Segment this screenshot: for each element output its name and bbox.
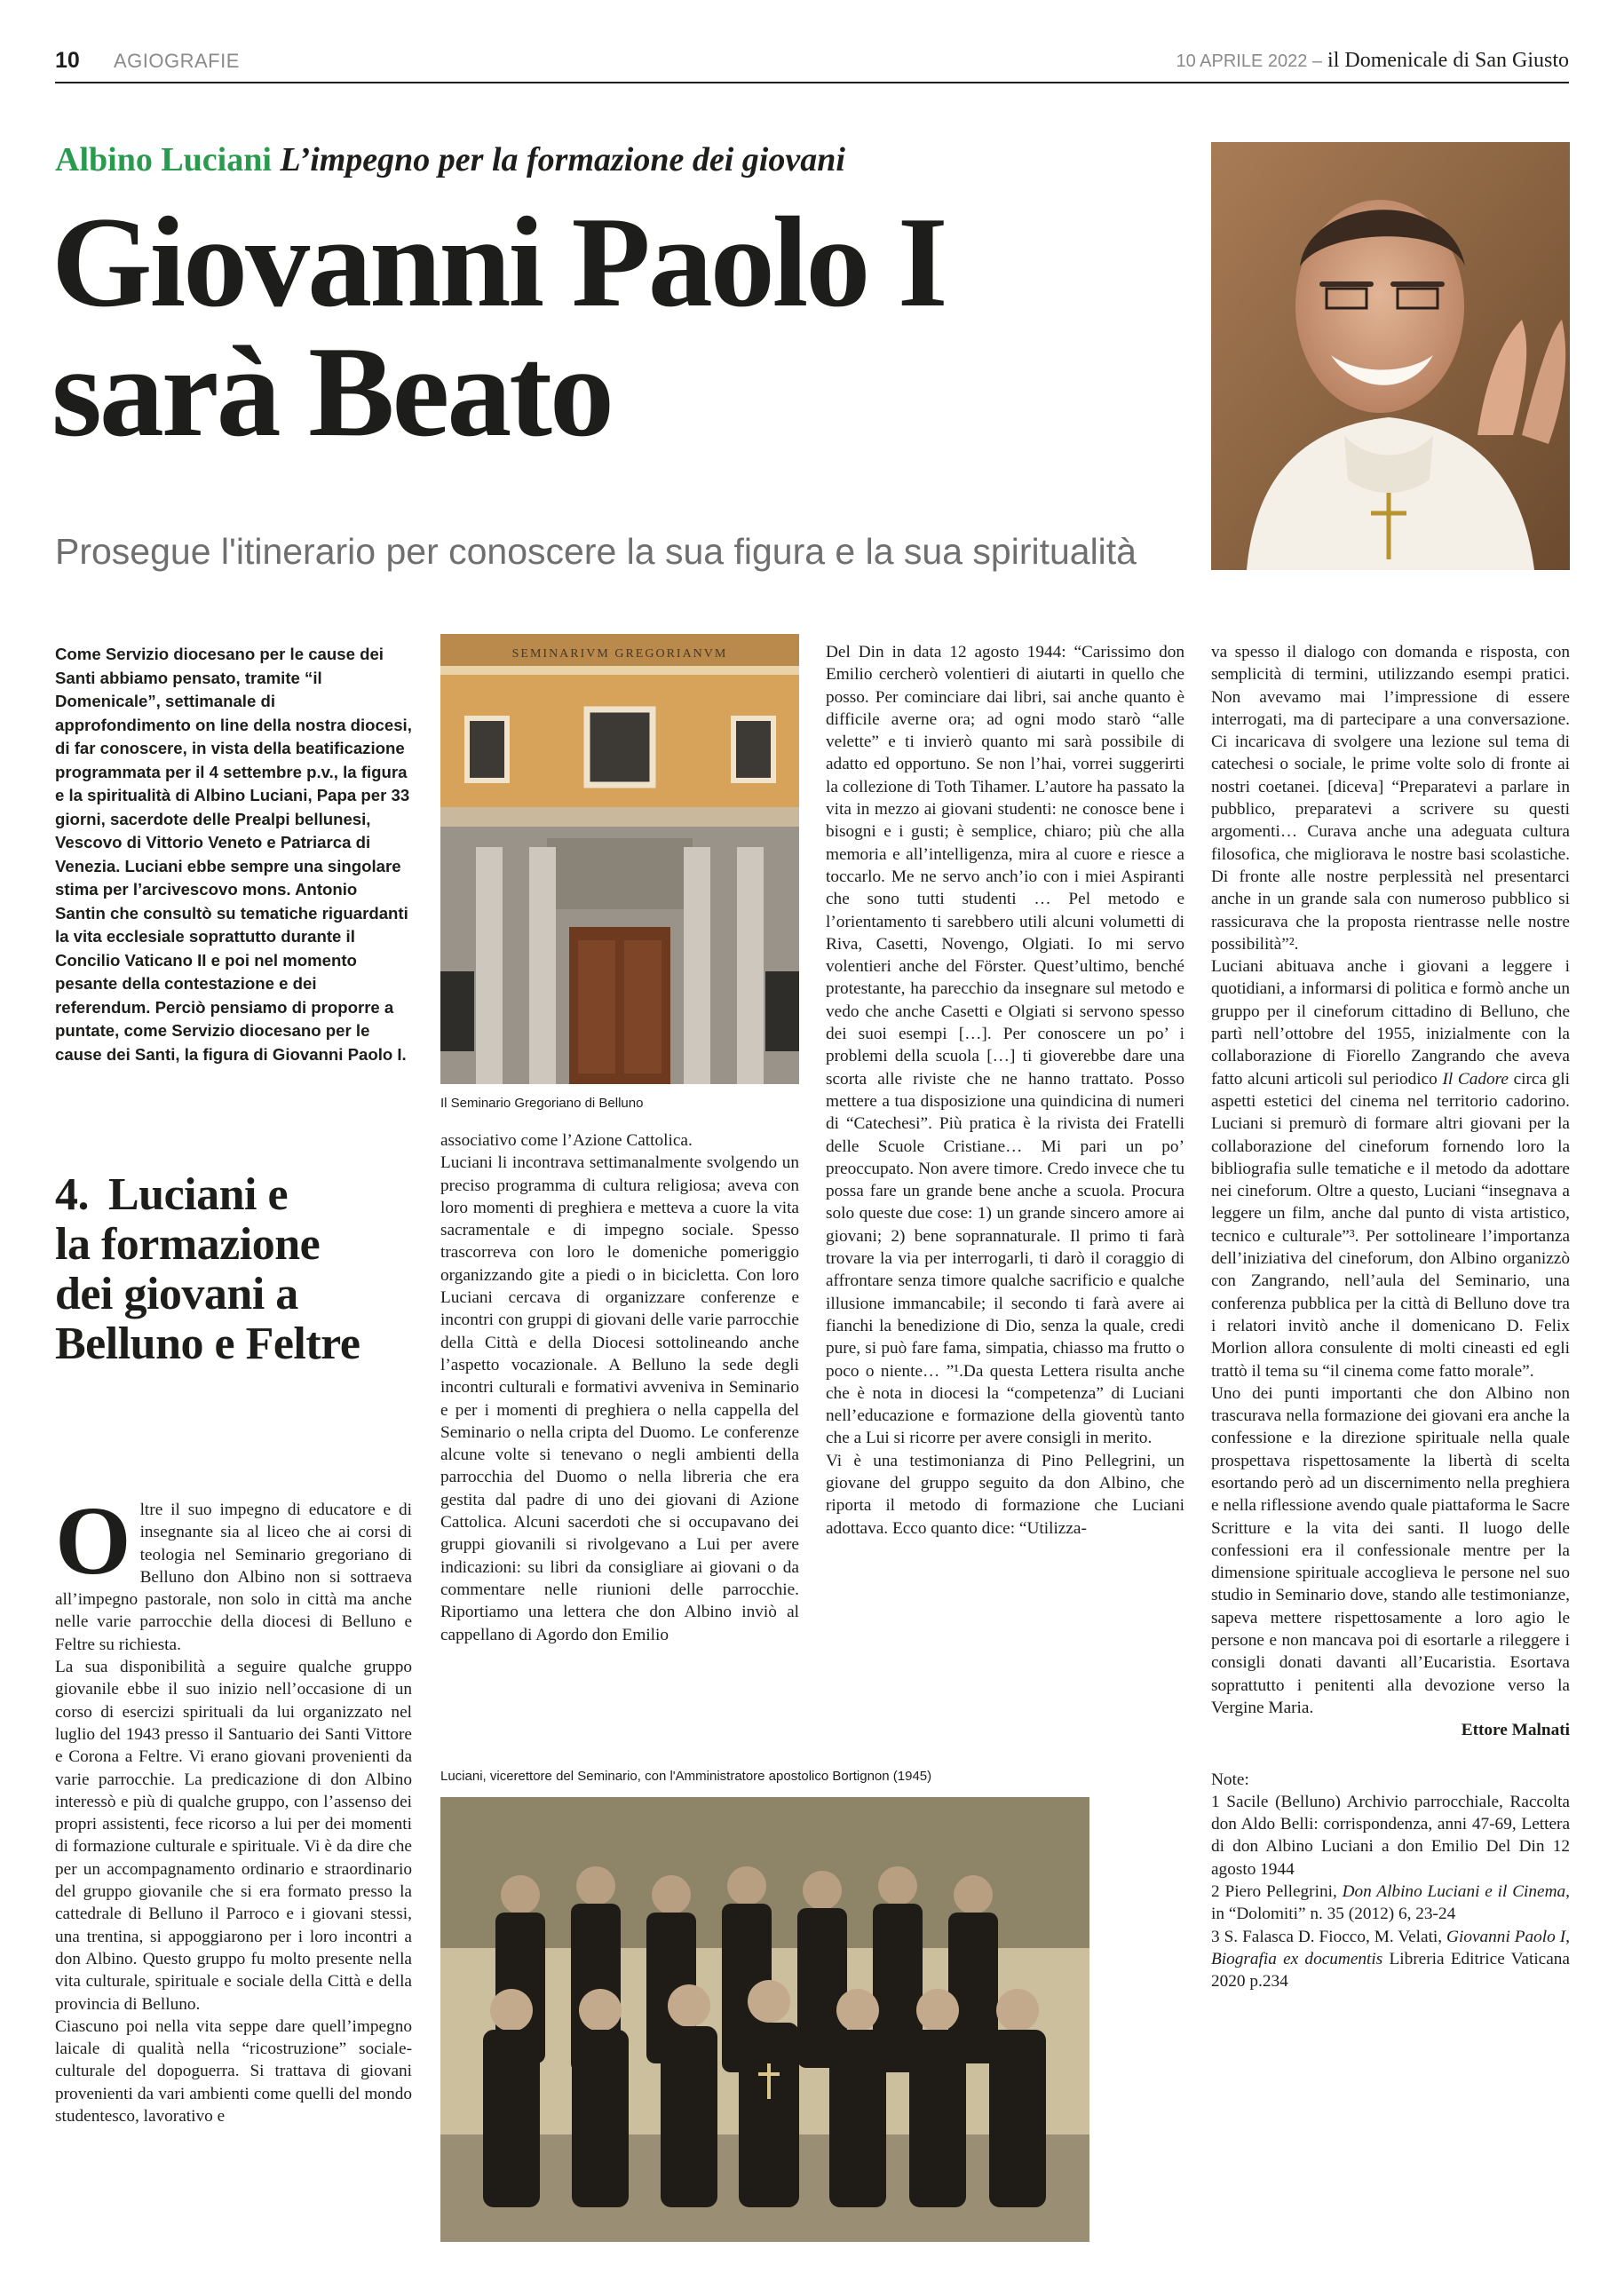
paragraph-text: circa gli aspetti estetici del cinema nel territorio cadorino. Luciani si premurò di formare altri giovani per la collaborazione del cineforum fornendo loro la bibliografia sulle tematiche e il metodo da adottare nei cineforum. Oltre a questo, Luciani “insegnava a leggere un film, anche dal punto di vista artistico, tecnico e culturale”³. Per sottolineare l’importanza dell’iniziativa del cineforum, don Albino organizzò con Zangrando, nell’aula del Seminario, una conferenza pubblica per la città di Belluno dove tra i relatori invitò anche il domenicano D. Felix Morlion allora consulente di molti cineasti ed egli trattò il tema su “il cinema come fatto morale”.	[1211, 1069, 1571, 1381]
section-title	[55, 1170, 360, 1369]
paragraph: va spesso il dialogo con domanda e risposta, con semplicità di termini, utilizzando esempi pratici. Non avevamo mai l’impressione di essere interrogati, ma di partecipare a una conversazione. Ci incaricava di svolgere una lezione sul tema di catechesi o sociale, le prime volte solo di fronte ai nostri coetanei. [diceva] “Preparatevi a parlare in pubblico, preparatevi a scrivere su questi argomenti… Curava anche una adeguata cultura filosofica, che migliorava le nostre basi scolastiche. Di fronte alle nostre perplessità nel presentarci anche in un grande sala con numeroso pubblico si rassicurava che la proposta rientrasse nelle nostre possibilità”².	[1211, 643, 1570, 954]
publication-name: il Domenicale di San Giusto	[1327, 49, 1569, 72]
kicker	[55, 140, 845, 179]
author-signature: Ettore Malnati	[1461, 1721, 1570, 1740]
seminary-sign: SEMINARIVM GREGORIANVM	[511, 647, 728, 661]
paragraph-text: Luciani abituava anche i giovani a leggere i quotidiani, a informarsi di politica e formò anche un gruppo per il cineforum cittadino di Belluno, che partì nell’ottobre del 1955, inizialmente con la collaborazione di Fiorello Zangrando che aveva fatto alcuni articoli sul periodico	[1211, 957, 1570, 1089]
group-photo-caption: Luciani, vicerettore del Seminario, con l'Amministratore apostolico Bortignon (1945)	[440, 1769, 932, 1784]
paragraph: Del Din in data 12 agosto 1944: “Carissimo don Emilio cercherò volentieri di aiutarti in quello che posso. Per cominciare dai libri, sai anche quanto è difficile averne ora; ad ogni modo starò “alle velette” e ti invierò quanto mi sarà possibile di adatto ed opportuno. Se non l’hai, vorrei suggerirti la collezione di Toth Tihamer. L’autore ha passato la vita in mezzo ai giovani studenti: ne conosce bene i bisogni e i gusti; è semplice, chiaro; più che alla memoria e all’intelligenza, mira al cuore e riesce a toccarlo. Me ne servo anch’io con i miei Aspiranti che sono tutti studenti … Pel metodo e l’orientamento ti sarebbero utili alcuni volumetti di Riva, Casetti, Novengo, Olgiati. Io mi servo volentieri anche del Förster. Quest’ultimo, benché protestante, ha parecchio da insegnare sul metodo e vedo che anche Casetti e Olgiati si servono spesso dei suoi esempi […]. Per conoscere un po’ i problemi della scuola […] ti gioverebbe dare una scorta alle riviste che ne hanno trattato. Posso mettere a tua disposizione una quindicina di numeri di “Catechesi”. Più pratica è la rivista dei Fratelli delle Scuole Cristiane… Mi pari un po’ preoccupato. Non avere timore. Credo invece che tu possa fare un grande bene anche a scuola. Procura solo queste due cose: 1) un grande sincero amore ai giovani; 2) bene soprannaturale. Il primo ti farà trovare la via per interrogarli, ti darò il coraggio di affrontare senza timore qualche sacrificio e qualche illusione immancabile; il secondo ti farà avere ai fianchi la benedizione di Dio, senza la quale, credi pure, si può fare fama, simpatia, chiasso ma frutto o poco o niente… ”¹.Da questa Lettera risulta anche che è nota in diocesi la “competenza” di Luciani nell’educazione e formazione della gioventù tanto che a Lui si ricorre per avere consigli in merito.	[826, 643, 1184, 1448]
section-label: AGIOGRAFIE	[114, 50, 240, 72]
note-title: Giovanni Paolo I, Biografia ex documentis	[1211, 1927, 1570, 1968]
note-text: 2 Piero Pellegrini,	[1211, 1882, 1343, 1902]
headline	[51, 190, 946, 463]
paragraph: associativo come l’Azione Cattolica.	[440, 1131, 693, 1150]
paragraph: Uno dei punti importanti che don Albino non trascurava nella formazione dei giovani era anche la confessione e la direzione spirituale nella quale prospettava rispettosamente la libertà di scelta esortando però ad un discernimento nella preghiera e nella riflessione avendo quale piattaforma le Sacre Scritture e la vita dei santi. Il luogo delle confessioni era il confessionale mentre per la dimensione spirituale accoglieva le persone nel suo studio in Seminario dove, stando alle testimonianze, sapeva mettere rispettosamente a loro agio le persone e non mancava poi di esortarle a rileggere i consigli donati davanti all’Eucaristia. Esortava soprattutto i penitenti alla devozione verso la Vergine Maria.	[1211, 1383, 1570, 1717]
note-text: 3 S. Falasca D. Fiocco, M. Velati,	[1211, 1927, 1447, 1946]
paragraph	[55, 1486, 412, 1656]
paragraph: La sua disponibilità a seguire qualche gruppo giovanile ebbe il suo inizio nell’occasione di un corso di esercizi spirituali da lui organizzato nel luglio del 1943 presso il Santuario dei Santi Vittore e Corona a Feltre. Vi erano giovani provenienti da varie parrocchie. La predicazione di don Albino interessò e più di qualche gruppo, con l’assenso dei propri assistenti, fece ricorso a lui per dei momenti di formazione culturale e spirituale. Vi è da dire che per un accompagnamento ordinario e straordinario del gruppo giovanile che si era formato presso la cattedrale di Belluno il Parroco e i giovani stessi, una trentina, si appoggiarono per i loro incontri a don Albino. Questo gruppo fu molto presente nella vita culturale, spirituale e sociale della Città e della provincia di Belluno.	[55, 1658, 412, 2014]
group-photo	[440, 1797, 1089, 2242]
issue-info	[1176, 49, 1569, 73]
paragraph: Vi è una testimonianza di Pino Pellegrini, un giovane del gruppo seguito da don Albino, che riporta il metodo di formazione che Luciani adottava. Ecco quanto dice: “Utilizza-	[826, 1451, 1184, 1538]
note-1: 1 Sacile (Belluno) Archivio parrocchiale, Raccolta don Aldo Belli: corrispondenza, anni 47-69, Lettera di don Albino Luciani a don Emilio Del Din 12 agosto 1944	[1211, 1792, 1570, 1879]
section-title-line-1: Luciani e	[108, 1169, 289, 1220]
paragraph	[1211, 955, 1570, 1382]
periodical-title: Il Cadore	[1442, 1069, 1509, 1089]
note-text: , in “Dolomiti” n. 35 (2012) 6, 23-24	[1211, 1882, 1570, 1924]
paragraph: Luciani li incontrava settimanalmente svolgendo un preciso programma di cultura religiosa; aveva con loro momenti di preghiera e metteva a cuore la vita sacramentale e di impegno sociale. Spesso trascorreva con loro le domeniche pomeriggio organizzando gite a piedi o in bicicletta. Con loro Luciani cercava di organizzare conferenze e incontri con gruppi di giovani delle varie parrocchie della Città e della Diocesi sottolineando anche l’aspetto vocazionale. A Belluno la sede degli incontri culturali e formativi avveniva in Seminario e per i momenti di preghiera o nella cappella del Seminario o nella cripta del Duomo. Le conferenze alcune volte si tenevano o negli ambienti della parrocchia del Duomo o nella libreria che era gestita dal padre di uno dei giovani di Azione Cattolica. Alcuni sacerdoti che si occupavano dei gruppi giovanili si rivolgevano a Lui per avere indicazioni: su libri da consigliare ai giovani o da commentare nelle riunioni delle parrocchie. Riportiamo una lettera che don Albino inviò al cappellano di Agordo don Emilio	[440, 1153, 799, 1644]
note-text: Libreria Editrice Vaticana 2020 p.234	[1211, 1949, 1570, 1992]
intro-text: Come Servizio diocesano per le cause dei Santi abbiamo pensato, tramite “il Domenicale”, settimanale di approfondimento on line della nostra diocesi, di far conoscere, in vista della beatificazione programmata per il 4 settembre p.v., la figura e la spiritualità di Albino Luciani, Papa per 33 giorni, sacerdote delle Prealpi bellunesi, Vescovo di Vittorio Veneto e Patriarca di Venezia. Luciani ebbe sempre una singolare stima per l’arcivescovo mons. Antonio Santin che consultò su tematiche riguardanti la vita ecclesiale soprattutto durante il Concilio Vaticano II e poi nel momento pesante della contestazione e dei referendum. Perciò pensiamo di proporre a puntate, come Servizio diocesano per le cause dei Santi, la figura di Giovanni Paolo I.	[55, 645, 412, 1064]
headline-line-2: sarà Beato	[51, 320, 612, 463]
kicker-text: L’impegno per la formazione dei giovani	[280, 141, 845, 178]
issue-date: 10 APRILE 2022 –	[1176, 51, 1323, 71]
section-title-line-4: Belluno e Feltre	[55, 1319, 360, 1369]
body-column-4	[1211, 641, 1570, 1993]
note-3	[1211, 1926, 1570, 1993]
body-column-1	[55, 1486, 412, 2127]
note-2	[1211, 1881, 1570, 1926]
subtitle: Prosegue l'itinerario per conoscere la sua figura e la sua spiritualità	[55, 531, 1137, 572]
section-title-line-2: la formazione	[55, 1219, 321, 1270]
notes-title: Note:	[1211, 1770, 1249, 1789]
running-header	[55, 46, 1569, 83]
page-number: 10	[55, 48, 80, 73]
portrait-photo	[1211, 142, 1570, 570]
body-column-2	[440, 1129, 799, 1646]
seminary-photo-caption: Il Seminario Gregoriano di Belluno	[440, 1096, 644, 1111]
section-number: 4.	[55, 1169, 89, 1220]
paragraph: Ciascuno poi nella vita seppe dare quell’impegno laicale di qualità nella “ricostruzione” sociale-culturale del dopoguerra. Si trattava di giovani provenienti da vari ambienti come quelli del mondo studentesco, lavorativo e	[55, 2016, 412, 2126]
body-column-3	[826, 641, 1184, 1540]
headline-line-1: Giovanni Paolo I	[51, 190, 946, 334]
note-title: Don Albino Luciani e il Cinema	[1342, 1882, 1566, 1902]
section-title-line-3: dei giovani a	[55, 1269, 298, 1319]
paragraph-text: ltre il suo impegno di educatore e di insegnante sia al liceo che ai corsi di teologia nel Seminario gregoriano di Belluno don Albino non si sottraeva all’impegno pastorale, non solo in città ma anche nelle varie parrocchie della diocesi di Belluno e Feltre su richiesta.	[55, 1501, 412, 1654]
drop-cap: O	[55, 1486, 131, 1595]
kicker-name: Albino Luciani	[55, 141, 272, 178]
seminary-photo	[440, 634, 799, 1084]
